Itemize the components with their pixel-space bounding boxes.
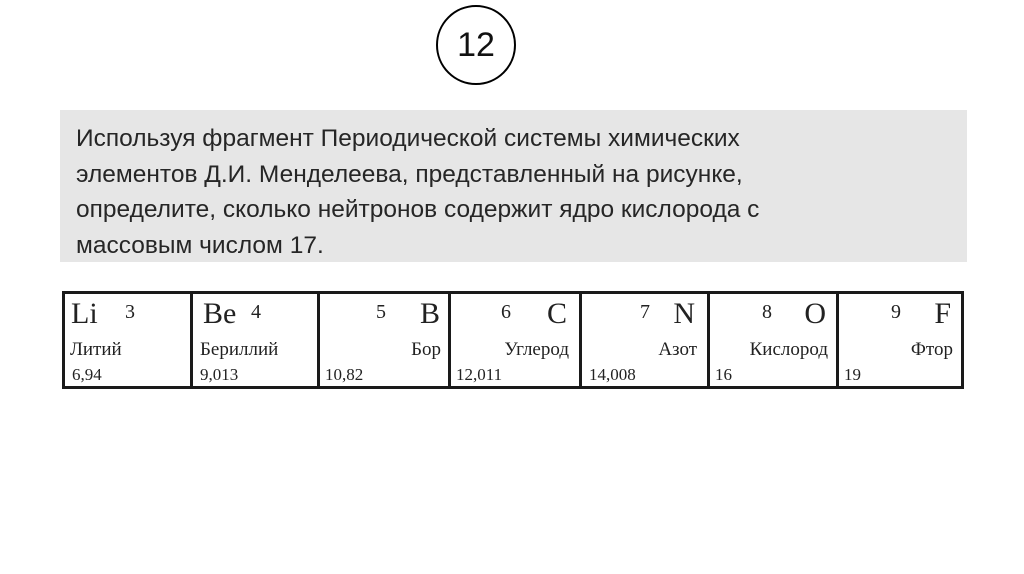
element-symbol: B: [419, 297, 440, 330]
element-name: Фтор: [910, 339, 953, 360]
question-box: [60, 110, 967, 262]
element-symbol: C: [546, 297, 567, 330]
element-mass: 12,011: [456, 365, 503, 384]
element-symbol: Li: [71, 297, 98, 330]
question-line-4: массовым числом 17.: [76, 231, 324, 259]
element-number: 4: [251, 301, 261, 323]
element-mass: 10,82: [325, 365, 364, 384]
question-line-3: определите, сколько нейтронов содержит ядро кислорода с: [76, 196, 760, 223]
element-number: 7: [640, 301, 650, 323]
element-symbol: N: [673, 297, 695, 330]
element-cell-f: [839, 294, 961, 386]
element-number: 3: [125, 301, 135, 323]
element-name: Бор: [411, 339, 441, 360]
element-mass: 6,94: [72, 365, 102, 384]
element-symbol: Be: [203, 297, 237, 330]
element-mass: 9,013: [200, 365, 239, 384]
periodic-table-fragment: [62, 291, 964, 389]
element-cell-c: [451, 294, 582, 386]
slide-number-badge: [436, 5, 516, 85]
element-number: 5: [376, 301, 386, 323]
element-name: Кислород: [749, 339, 828, 360]
element-cell-be: [193, 294, 320, 386]
question-line-1: Используя фрагмент Периодической системы химических: [76, 125, 740, 152]
element-mass: 14,008: [589, 365, 636, 384]
element-number: 9: [891, 301, 901, 323]
element-name: Углерод: [504, 339, 569, 360]
element-cell-n: [582, 294, 710, 386]
element-name: Литий: [70, 339, 122, 360]
element-number: 6: [501, 301, 511, 323]
element-cell-o: [710, 294, 839, 386]
question-text: [76, 121, 953, 263]
slide-number: 12: [457, 25, 495, 64]
element-name: Азот: [658, 339, 697, 360]
element-cell-b: [320, 294, 451, 386]
element-symbol: F: [934, 297, 951, 330]
element-symbol: O: [804, 297, 826, 330]
element-cell-li: [65, 294, 193, 386]
question-line-2: элементов Д.И. Менделеева, представленный на рисунке,: [76, 160, 743, 188]
element-mass: 19: [844, 365, 861, 384]
element-mass: 16: [715, 365, 732, 384]
element-number: 8: [762, 301, 772, 323]
element-name: Бериллий: [200, 339, 279, 360]
